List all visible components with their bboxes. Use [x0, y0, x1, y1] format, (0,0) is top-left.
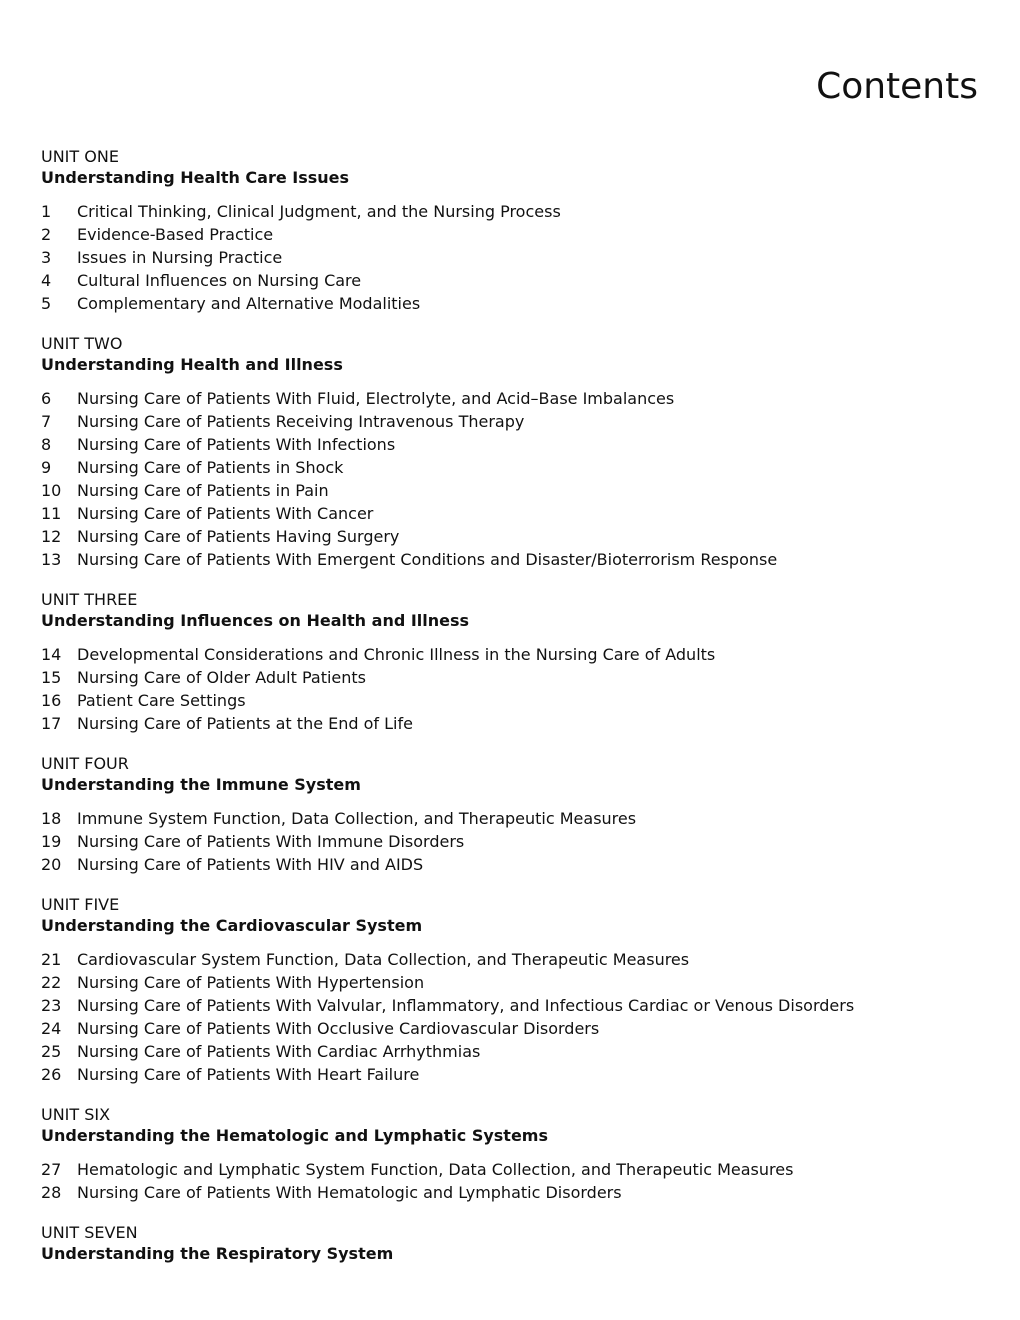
unit-label: UNIT SEVEN [41, 1223, 138, 1242]
unit-section [41, 753, 981, 876]
chapter-list [41, 1158, 981, 1204]
chapter-number: 27 [41, 1160, 62, 1179]
chapter-number: 4 [41, 271, 52, 290]
unit-title: Understanding Health and Illness [41, 355, 343, 374]
chapter-title[interactable]: Nursing Care of Patients With Heart Failure [77, 1065, 420, 1084]
chapter-entry[interactable] [41, 410, 981, 433]
chapter-title[interactable]: Nursing Care of Patients With HIV and AIDS [77, 855, 424, 874]
unit-label: UNIT ONE [41, 147, 119, 166]
chapter-title[interactable]: Nursing Care of Patients in Shock [77, 458, 344, 477]
unit-section [41, 1104, 981, 1204]
chapter-entry[interactable] [41, 269, 981, 292]
chapter-number: 21 [41, 950, 62, 969]
chapter-number: 20 [41, 855, 62, 874]
chapter-title[interactable]: Nursing Care of Patients Receiving Intravenous Therapy [77, 412, 525, 431]
chapter-number: 5 [41, 294, 52, 313]
chapter-list [41, 643, 981, 735]
unit-section [41, 589, 981, 735]
chapter-entry[interactable] [41, 807, 981, 830]
chapter-number: 25 [41, 1042, 62, 1061]
chapter-entry[interactable] [41, 433, 981, 456]
chapter-title[interactable]: Critical Thinking, Clinical Judgment, and the Nursing Process [77, 202, 561, 221]
chapter-title[interactable]: Nursing Care of Patients With Infections [77, 435, 396, 454]
chapter-number: 24 [41, 1019, 62, 1038]
chapter-entry[interactable] [41, 830, 981, 853]
chapter-entry[interactable] [41, 292, 981, 315]
chapter-title[interactable]: Immune System Function, Data Collection, and Therapeutic Measures [77, 809, 637, 828]
unit-title: Understanding the Respiratory System [41, 1244, 394, 1263]
unit-section [41, 1222, 981, 1264]
chapter-list [41, 948, 981, 1086]
chapter-number: 2 [41, 225, 52, 244]
unit-section [41, 894, 981, 1086]
chapter-entry[interactable] [41, 1017, 981, 1040]
chapter-number: 22 [41, 973, 62, 992]
chapter-number: 7 [41, 412, 52, 431]
chapter-title[interactable]: Nursing Care of Patients With Hypertension [77, 973, 425, 992]
chapter-entry[interactable] [41, 456, 981, 479]
chapter-title[interactable]: Patient Care Settings [77, 691, 246, 710]
unit-title: Understanding the Cardiovascular System [41, 916, 423, 935]
chapter-entry[interactable] [41, 1158, 981, 1181]
chapter-entry[interactable] [41, 223, 981, 246]
chapter-title[interactable]: Nursing Care of Patients With Occlusive Cardiovascular Disorders [77, 1019, 600, 1038]
chapter-title[interactable]: Nursing Care of Patients With Fluid, Electrolyte, and Acid–Base Imbalances [77, 389, 675, 408]
chapter-number: 9 [41, 458, 52, 477]
chapter-title[interactable]: Nursing Care of Patients With Emergent Conditions and Disaster/Bioterrorism Response [77, 550, 778, 569]
chapter-title[interactable]: Evidence-Based Practice [77, 225, 274, 244]
chapter-entry[interactable] [41, 666, 981, 689]
chapter-number: 8 [41, 435, 52, 454]
chapter-entry[interactable] [41, 548, 981, 571]
chapter-title[interactable]: Nursing Care of Older Adult Patients [77, 668, 367, 687]
chapter-title[interactable]: Nursing Care of Patients With Valvular, Inflammatory, and Infectious Cardiac or Venous Disorders [77, 996, 855, 1015]
chapter-entry[interactable] [41, 948, 981, 971]
chapter-title[interactable]: Cardiovascular System Function, Data Collection, and Therapeutic Measures [77, 950, 690, 969]
chapter-number: 17 [41, 714, 62, 733]
chapter-entry[interactable] [41, 246, 981, 269]
chapter-title[interactable]: Developmental Considerations and Chronic Illness in the Nursing Care of Adults [77, 645, 716, 664]
chapter-list [41, 387, 981, 571]
chapter-entry[interactable] [41, 1040, 981, 1063]
chapter-entry[interactable] [41, 994, 981, 1017]
chapter-list [41, 807, 981, 876]
chapter-number: 1 [41, 202, 52, 221]
chapter-number: 12 [41, 527, 62, 546]
table-of-contents [41, 146, 981, 1282]
chapter-number: 6 [41, 389, 52, 408]
chapter-title[interactable]: Nursing Care of Patients Having Surgery [77, 527, 400, 546]
unit-label: UNIT SIX [41, 1105, 111, 1124]
chapter-number: 28 [41, 1183, 62, 1202]
chapter-number: 23 [41, 996, 62, 1015]
chapter-entry[interactable] [41, 200, 981, 223]
unit-label: UNIT THREE [41, 590, 138, 609]
chapter-number: 11 [41, 504, 62, 523]
chapter-entry[interactable] [41, 1181, 981, 1204]
chapter-title[interactable]: Nursing Care of Patients With Cancer [77, 504, 374, 523]
chapter-entry[interactable] [41, 689, 981, 712]
unit-title: Understanding the Hematologic and Lymphatic Systems [41, 1126, 548, 1145]
unit-title: Understanding Influences on Health and Illness [41, 611, 470, 630]
chapter-entry[interactable] [41, 1063, 981, 1086]
chapter-number: 26 [41, 1065, 62, 1084]
chapter-title[interactable]: Nursing Care of Patients With Immune Disorders [77, 832, 465, 851]
chapter-title[interactable]: Cultural Influences on Nursing Care [77, 271, 362, 290]
unit-label: UNIT FIVE [41, 895, 120, 914]
unit-title: Understanding Health Care Issues [41, 168, 350, 187]
unit-section [41, 333, 981, 571]
chapter-number: 15 [41, 668, 62, 687]
chapter-number: 13 [41, 550, 62, 569]
chapter-title[interactable]: Nursing Care of Patients at the End of Life [77, 714, 413, 733]
chapter-entry[interactable] [41, 853, 981, 876]
chapter-number: 10 [41, 481, 62, 500]
chapter-number: 14 [41, 645, 62, 664]
chapter-number: 16 [41, 691, 62, 710]
chapter-title[interactable]: Nursing Care of Patients in Pain [77, 481, 329, 500]
unit-label: UNIT FOUR [41, 754, 129, 773]
unit-title: Understanding the Immune System [41, 775, 361, 794]
chapter-entry[interactable] [41, 502, 981, 525]
chapter-number: 3 [41, 248, 52, 267]
page-title: Contents [816, 66, 978, 107]
chapter-title[interactable]: Nursing Care of Patients With Hematologic and Lymphatic Disorders [77, 1183, 622, 1202]
chapter-title[interactable]: Complementary and Alternative Modalities [77, 294, 421, 313]
chapter-title[interactable]: Hematologic and Lymphatic System Function, Data Collection, and Therapeutic Measures [77, 1160, 794, 1179]
chapter-entry[interactable] [41, 971, 981, 994]
chapter-entry[interactable] [41, 479, 981, 502]
chapter-entry[interactable] [41, 387, 981, 410]
chapter-entry[interactable] [41, 712, 981, 735]
chapter-entry[interactable] [41, 525, 981, 548]
unit-label: UNIT TWO [41, 334, 123, 353]
chapter-list [41, 200, 981, 315]
chapter-title[interactable]: Issues in Nursing Practice [77, 248, 283, 267]
unit-section [41, 146, 981, 315]
chapter-number: 18 [41, 809, 62, 828]
chapter-number: 19 [41, 832, 62, 851]
chapter-title[interactable]: Nursing Care of Patients With Cardiac Arrhythmias [77, 1042, 481, 1061]
chapter-entry[interactable] [41, 643, 981, 666]
